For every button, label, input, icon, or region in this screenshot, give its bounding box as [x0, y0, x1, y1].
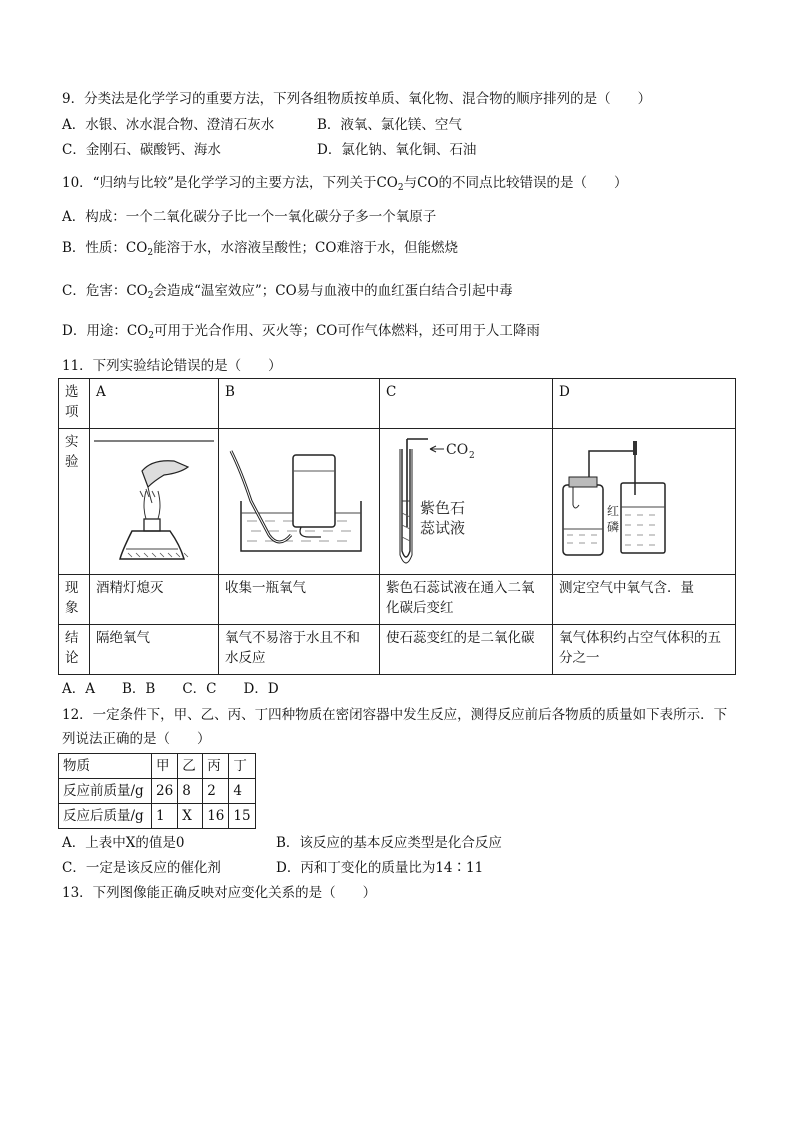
q11-pic-d	[553, 429, 736, 575]
q12-stem-line1: 12．一定条件下，甲、乙、丙、丁四种物质在密闭容器中发生反应，测得反应前后各物质的质量如下表所示．下	[62, 707, 728, 723]
q11-head-c: C	[380, 379, 553, 429]
q11-pic-a	[90, 429, 219, 575]
phos-label-2: 磷	[607, 520, 620, 534]
q12-h4: 丁	[229, 754, 255, 779]
label-char: 实	[65, 434, 79, 450]
q12-h2: 乙	[178, 754, 203, 779]
q11-obs-b: 收集一瓶氧气	[219, 575, 380, 625]
q11-head-b: B	[219, 379, 380, 429]
q11-observation-row	[59, 575, 736, 625]
q10-option-a: A．构成：一个二氧化碳分子比一个一氧化碳分子多一个氧原子	[62, 209, 437, 225]
q12-table	[58, 753, 256, 829]
liquid-label-1: 紫色石	[420, 499, 466, 517]
q11-conclusion-row	[59, 625, 736, 675]
q10-b-sub: 2	[147, 248, 154, 258]
q13-stem: 13．下列图像能正确反映对应变化关系的是（ ）	[62, 885, 377, 901]
co2-label: CO	[446, 442, 469, 458]
liquid-label-2: 蕊试液	[420, 519, 466, 537]
q10-stem-sub: 2	[397, 183, 404, 193]
q11-head-d: D	[553, 379, 736, 429]
obs-c-line2: 化碳后变红	[386, 600, 454, 616]
q10-c-part2: 会造成“温室效应”；CO易与血液中的血红蛋白结合引起中毒	[153, 283, 513, 299]
q11-options: A．A B．B C．C D．D	[62, 681, 279, 697]
q10-option-b	[62, 239, 458, 257]
q12-r0c1: 26	[152, 779, 178, 804]
q12-h1: 甲	[152, 754, 178, 779]
q11-obs-d: 测定空气中氧气含．量	[553, 575, 736, 625]
q12-r0c4: 4	[229, 779, 255, 804]
q11-label-option	[59, 379, 90, 429]
label-char: 验	[65, 454, 79, 470]
q10-option-d	[62, 322, 540, 340]
q12-option-d: D．丙和丁变化的质量比为14∶11	[276, 860, 484, 876]
q12-h3: 丙	[203, 754, 229, 779]
q11-obs-a: 酒精灯熄灭	[90, 575, 219, 625]
con-d-line1: 氧气体积约占空气体积的五	[559, 630, 721, 646]
red-phosphorus-apparatus-image	[555, 431, 733, 571]
label-char: 论	[65, 650, 79, 666]
q12-r1c3: 16	[203, 804, 229, 829]
con-b-line1: 氧气不易溶于水且不和	[225, 630, 360, 646]
gas-collection-image	[221, 431, 377, 571]
q12-h0: 物质	[59, 754, 152, 779]
q12-row-before	[59, 779, 256, 804]
q11-con-b	[219, 625, 380, 675]
q11-obs-c	[380, 575, 553, 625]
q9-option-b: B．液氧、氯化镁、空气	[317, 117, 462, 133]
phos-label-1: 红	[607, 504, 620, 518]
alcohol-lamp-image	[92, 431, 216, 571]
q12-r1c2: X	[178, 804, 203, 829]
q10-stem-part2: 与CO的不同点比较错误的是（ ）	[403, 175, 628, 191]
q12-stem-line2: 列说法正确的是（ ）	[62, 731, 211, 747]
q10-d-part1: D．用途：CO	[62, 323, 149, 339]
q11-head-a: A	[90, 379, 219, 429]
q10-stem-part1: 10．“归纳与比较”是化学学习的主要方法，下列关于CO	[62, 175, 398, 191]
q10-stem	[62, 174, 628, 192]
q11-experiment-row	[59, 429, 736, 575]
label-char: 选	[65, 384, 79, 400]
con-d-line2: 分之一	[559, 650, 600, 666]
q10-option-c	[62, 282, 513, 300]
q9-option-a: A．水银、冰水混合物、澄清石灰水	[62, 117, 275, 133]
q10-c-sub: 2	[147, 291, 154, 301]
q9-option-c: C．金刚石、碳酸钙、海水	[62, 142, 221, 158]
q9-stem: 9．分类法是化学学习的重要方法，下列各组物质按单质、氧化物、混合物的顺序排列的是（ ）	[62, 91, 652, 107]
q9-option-d: D．氯化钠、氧化铜、石油	[317, 142, 477, 158]
q10-b-part2: 能溶于水，水溶液呈酸性；CO难溶于水，但能燃烧	[153, 240, 458, 256]
q10-d-sub: 2	[148, 331, 154, 341]
label-char: 象	[65, 600, 79, 616]
q11-table	[58, 378, 736, 675]
q11-stem: 11．下列实验结论错误的是（ ）	[62, 358, 282, 374]
q11-con-c: 使石蕊变红的是二氧化碳	[380, 625, 553, 675]
label-char: 项	[65, 404, 79, 420]
q12-r0c3: 2	[203, 779, 229, 804]
q12-r1c4: 15	[229, 804, 255, 829]
q12-r1c1: 1	[152, 804, 178, 829]
q11-label-experiment	[59, 429, 90, 575]
q11-header-row	[59, 379, 736, 429]
q12-header-row	[59, 754, 256, 779]
q12-r0c0: 反应前质量/g	[59, 779, 152, 804]
con-b-line2: 水反应	[225, 650, 266, 666]
q10-d-part2: 可用于光合作用、灭火等；CO可作气体燃料，还可用于人工降雨	[153, 323, 540, 339]
obs-c-line1: 紫色石蕊试液在通入二氧	[386, 580, 535, 596]
q11-con-d	[553, 625, 736, 675]
q11-con-a: 隔绝氧气	[90, 625, 219, 675]
q12-r1c0: 反应后质量/g	[59, 804, 152, 829]
q12-row-after	[59, 804, 256, 829]
q12-r0c2: 8	[178, 779, 203, 804]
q11-pic-b	[219, 429, 380, 575]
q11-pic-c	[380, 429, 553, 575]
q12-option-c: C．一定是该反应的催化剂	[62, 860, 221, 876]
q12-option-b: B．该反应的基本反应类型是化合反应	[276, 835, 502, 851]
co2-test-tube-image	[382, 431, 550, 571]
q10-c-part1: C．危害：CO	[62, 283, 148, 299]
q10-b-part1: B．性质：CO	[62, 240, 148, 256]
co2-label-sub: 2	[469, 451, 475, 461]
label-char: 现	[65, 580, 79, 596]
label-char: 结	[65, 630, 79, 646]
q11-label-conclusion	[59, 625, 90, 675]
q12-option-a: A．上表中X的值是0	[62, 835, 185, 851]
q11-label-observation	[59, 575, 90, 625]
